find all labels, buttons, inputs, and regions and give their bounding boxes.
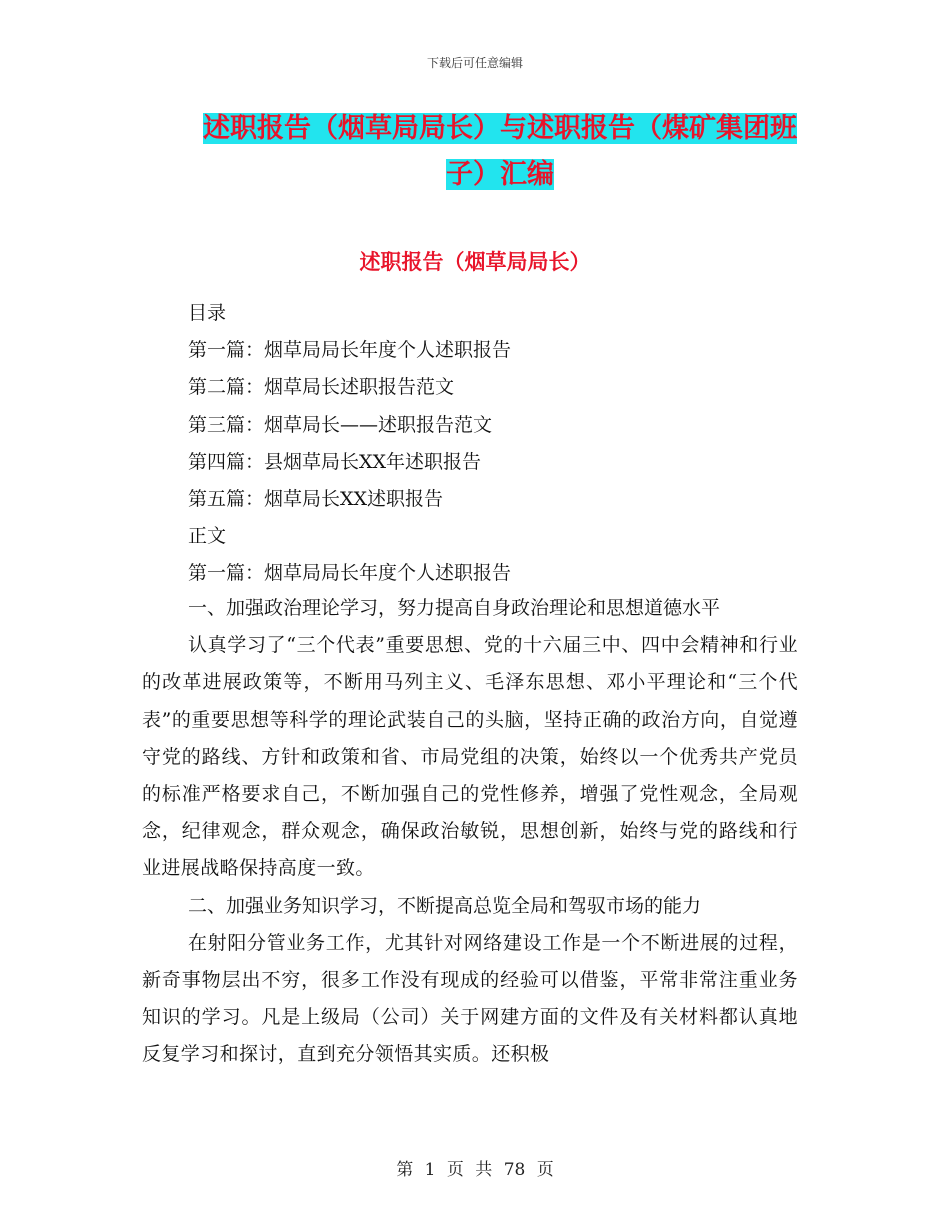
toc-item: 第三篇：烟草局长——述职报告范文 [188, 413, 493, 436]
page-number-footer: 第 1 页 共 78 页 [396, 1160, 554, 1180]
body-heading-2: 二、加强业务知识学习，不断提高总览全局和驾驭市场的能力 [188, 894, 702, 917]
body-label: 正文 [188, 525, 227, 548]
toc-item: 第五篇：烟草局长XX述职报告 [188, 488, 444, 511]
section-title: 述职报告（烟草局局长） [359, 250, 591, 274]
document-title-line2: 子）汇编 [446, 159, 554, 190]
document-title-line1: 述职报告（烟草局局长）与述职报告（煤矿集团班 [203, 113, 797, 144]
toc-heading: 目录 [188, 302, 227, 324]
toc-item: 第二篇：烟草局长述职报告范文 [188, 376, 455, 399]
toc-item: 第四篇：县烟草局长XX年述职报告 [188, 450, 482, 473]
header-note: 下载后可任意编辑 [426, 56, 523, 70]
first-article-title: 第一篇：烟草局局长年度个人述职报告 [188, 562, 512, 585]
toc-item: 第一篇：烟草局局长年度个人述职报告 [188, 339, 512, 362]
body-paragraph-1: 认真学习了“三个代表”重要思想、党的十六届三中、四中会精神和行业的改革进展政策等，不断用马列主义、毛泽东思想、邓小平理论和“三个代表”的重要思想等科学的理论武装自己的头脑，坚持正确的政治方向，自觉遵守党的路线、方针和政策和省、市局党组的决策，始终以一个优秀共产党员的标准严格要求自己，不断加强自己的党性修养，增强了党性观念，全局观念，纪律观念，群众观念，确保政治敏锐，思想创新，始终与党的路线和行业进展战略保持高度一致。 [142, 634, 798, 880]
document-title [200, 106, 800, 198]
document-body [142, 590, 798, 1074]
body-heading-1: 一、加强政治理论学习，努力提高自身政治理论和思想道德水平 [188, 597, 721, 619]
table-of-contents [188, 295, 511, 593]
body-paragraph-2: 在射阳分管业务工作，尤其针对网络建设工作是一个不断进展的过程，新奇事物层出不穷，很多工作没有现成的经验可以借鉴，平常非常注重业务知识的学习。凡是上级局（公司）关于网建方面的文件及有关材料都认真地反复学习和探讨，直到充分领悟其实质。还积极 [142, 931, 798, 1066]
